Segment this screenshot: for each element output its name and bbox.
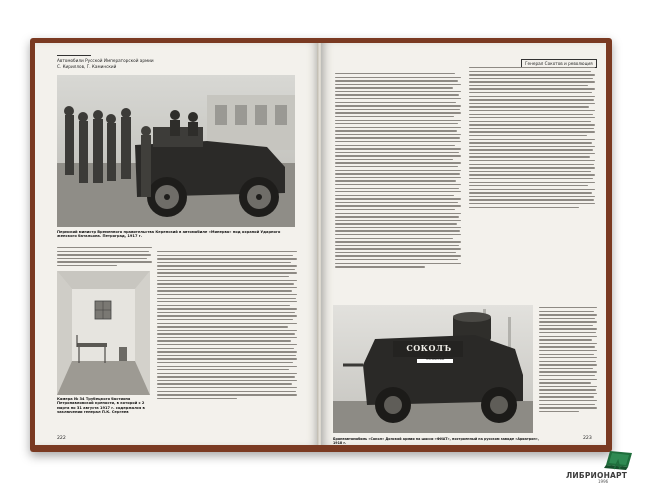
caption-kerensky-car: Пермский министр Временного правительства Керенский в автомобиле «Минерва» под охраной Ударного женского батальона. Петроград, 1917 г. — [57, 230, 281, 239]
right-header-label: Генерал Сокотов и революция — [521, 59, 597, 68]
caption-prison-cell: Камера № 34 Трубецкого бастиона Петропавловской крепости, в которой с 2 марта по 31 августа 1917 г. содержался в заключении генерал П.К. Сергеев — [57, 397, 145, 415]
left-header-title: Автомобили Русской Императорской армии — [57, 58, 154, 63]
body-text-left-col2 — [157, 251, 297, 401]
right-page — [321, 43, 606, 445]
book-logo-icon — [566, 449, 648, 473]
photo-armored-car-sokol — [333, 305, 533, 433]
left-page-number: 222 — [57, 436, 66, 441]
header-rule — [57, 55, 91, 56]
watermark-logo — [566, 449, 648, 485]
photo-prison-cell — [57, 271, 150, 395]
right-page-number: 223 — [583, 436, 592, 441]
car-plate-text: ТЕХНИЧЕСКІЙ — [425, 358, 445, 361]
watermark-brand: ЛИБРИОНАРТ — [566, 471, 628, 480]
body-text-right-col3 — [539, 307, 597, 414]
car-sign-sokol: СОКОЛЪ — [406, 343, 452, 353]
body-text-right-col2 — [469, 67, 595, 210]
body-text-right-col1 — [335, 73, 461, 270]
left-page — [35, 43, 319, 445]
body-text-left-col1 — [57, 247, 152, 268]
left-header-authors: С. Кириллов, Г. Каминский — [57, 64, 117, 69]
book-spread — [30, 38, 612, 452]
caption-armored-car: Бронеавтомобиль «Сокол» Донской армии на шасси «ФИАТ», построенный на русском заводе «Ариатрон», 1918 г. — [333, 437, 540, 445]
watermark-year: 1996 — [598, 479, 609, 484]
photo-kerensky-car — [57, 75, 295, 227]
